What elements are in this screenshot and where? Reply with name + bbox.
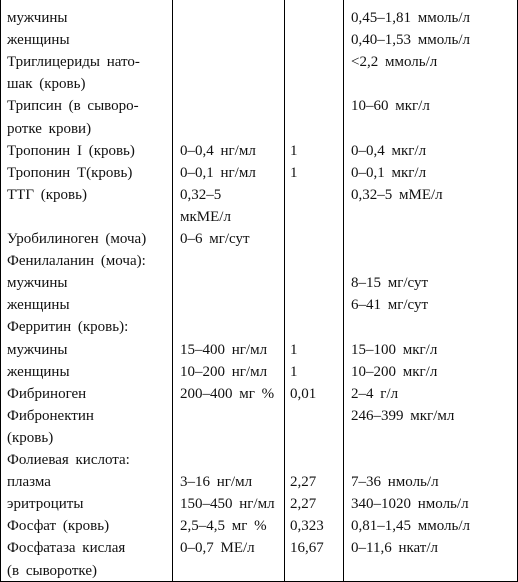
row-label: мужчины — [7, 10, 68, 26]
row-label: Тропонин I (кровь) — [7, 142, 135, 159]
si-value: 10–200 мкг/л — [351, 363, 438, 380]
si-value — [351, 560, 516, 582]
table-row — [1, 206, 518, 228]
conversion-factor — [290, 29, 340, 51]
conversion-factor: 0,323 — [290, 518, 324, 535]
si-value — [351, 228, 516, 250]
si-value — [351, 250, 516, 272]
conversion-factor: 1 — [290, 164, 298, 181]
row-label: Уробилиноген (моча) — [7, 231, 147, 247]
conversion-factor — [290, 449, 340, 471]
conventional-value: 200–400 мг % — [180, 385, 275, 402]
conversion-factor — [290, 184, 340, 206]
conventional-value — [180, 118, 280, 140]
si-value: <2,2 ммоль/л — [351, 54, 438, 71]
table-row — [1, 250, 518, 272]
table-row — [1, 184, 518, 206]
table-row — [1, 140, 518, 162]
row-label: ТТГ (кровь) — [7, 186, 87, 203]
table-row — [1, 515, 518, 537]
conversion-factor — [290, 73, 340, 95]
row-label: плазма — [7, 474, 51, 491]
conversion-factor: 1 — [290, 341, 298, 358]
table-row — [1, 316, 518, 338]
row-label: Триглицериды нато- — [7, 54, 140, 71]
conversion-factor: 2,27 — [290, 474, 317, 491]
table-row — [1, 95, 518, 117]
conversion-factor — [290, 316, 340, 338]
si-value — [351, 449, 516, 471]
si-value — [351, 73, 516, 95]
conversion-factor — [290, 7, 340, 29]
si-value: 0,81–1,45 ммоль/л — [351, 518, 471, 535]
table-row — [1, 427, 518, 449]
conversion-factor — [290, 250, 340, 272]
row-label: мужчины — [7, 341, 68, 358]
row-label: (в сыворотке) — [7, 562, 97, 579]
conversion-factor — [290, 118, 340, 140]
table-row — [1, 73, 518, 95]
conventional-value — [180, 95, 280, 117]
conversion-factor: 1 — [290, 363, 298, 380]
si-value: 246–399 мкг/мл — [351, 407, 455, 424]
table-row — [1, 7, 518, 29]
conventional-value — [180, 405, 280, 427]
row-label: Ферритин (кровь): — [7, 319, 129, 336]
conversion-factor — [290, 95, 340, 117]
conventional-value — [180, 449, 280, 471]
conventional-value: 2,5–4,5 мг % — [180, 518, 267, 535]
conversion-factor — [290, 51, 340, 73]
table-row — [1, 383, 518, 405]
table-row — [1, 51, 518, 73]
conversion-factor — [290, 427, 340, 449]
si-value: 0–11,6 нкат/л — [351, 540, 439, 557]
table-row — [1, 493, 518, 515]
conventional-value — [180, 316, 280, 338]
si-value: 0,45–1,81 ммоль/л — [351, 10, 471, 26]
conventional-value — [180, 272, 280, 294]
table-row — [1, 118, 518, 140]
si-value — [351, 118, 516, 140]
row-label: эритроциты — [7, 496, 84, 513]
conversion-factor — [290, 294, 340, 316]
si-value: 0,40–1,53 ммоль/л — [351, 32, 471, 49]
conversion-factor: 1 — [290, 142, 298, 159]
row-label: женщины — [7, 32, 70, 49]
table-row — [1, 449, 518, 471]
row-label: Фибронектин — [7, 407, 94, 424]
conventional-value — [180, 51, 280, 73]
si-value: 2–4 г/л — [351, 385, 399, 402]
conventional-value: 0–6 мг/сут — [180, 231, 250, 247]
table-row — [1, 471, 518, 493]
table-row — [1, 272, 518, 294]
conventional-value: 150–450 нг/мл — [180, 496, 275, 513]
conversion-factor — [290, 206, 340, 228]
conventional-value — [180, 250, 280, 272]
table-row — [1, 228, 518, 250]
si-value: 0,32–5 мМЕ/л — [351, 186, 443, 203]
si-value: 6–41 мг/сут — [351, 297, 429, 314]
table-row — [1, 294, 518, 316]
row-label: ротке крови) — [7, 120, 92, 137]
conventional-value: 0–0,1 нг/мл — [180, 164, 256, 181]
row-label — [7, 206, 167, 228]
conventional-value — [180, 294, 280, 316]
conventional-value: мкМЕ/л — [180, 208, 231, 225]
conventional-value — [180, 560, 280, 582]
row-label: Тропонин T(кровь) — [7, 164, 133, 181]
conventional-value: 10–200 нг/мл — [180, 363, 268, 380]
conversion-factor: 0,01 — [290, 385, 317, 402]
row-label: Фенилаланин (моча): — [7, 253, 146, 270]
si-value: 8–15 мг/сут — [351, 275, 429, 292]
conventional-value: 0–0,4 нг/мл — [180, 142, 256, 159]
conventional-value: 0–0,7 МЕ/л — [180, 540, 255, 557]
row-label: Фибриноген — [7, 385, 87, 402]
conversion-factor — [290, 560, 340, 582]
row-label: Фосфат (кровь) — [7, 518, 110, 535]
conventional-value — [180, 73, 280, 95]
si-value: 0–0,1 мкг/л — [351, 164, 427, 181]
row-label: женщины — [7, 363, 70, 380]
conventional-value: 3–16 нг/мл — [180, 474, 253, 491]
conversion-factor: 16,67 — [290, 540, 324, 557]
table-row — [1, 560, 518, 582]
row-label: Трипсин (в сыворо- — [7, 98, 139, 115]
si-value — [351, 427, 516, 449]
si-value: 340–1020 нмоль/л — [351, 496, 469, 513]
row-label: женщины — [7, 297, 70, 314]
row-label: Фолиевая кислота: — [7, 452, 130, 468]
si-value: 7–36 нмоль/л — [351, 474, 439, 491]
table-row — [1, 29, 518, 51]
conventional-value — [180, 29, 280, 51]
si-value — [351, 206, 516, 228]
conventional-value — [180, 427, 280, 449]
si-value: 0–0,4 мкг/л — [351, 142, 427, 159]
row-label: (кровь) — [7, 429, 54, 446]
row-label: Фосфатаза кислая — [7, 540, 126, 557]
si-value — [351, 316, 516, 338]
si-value: 15–100 мкг/л — [351, 341, 438, 358]
conventional-value: 0,32–5 — [180, 186, 222, 203]
row-label: шак (кровь) — [7, 76, 86, 93]
table-row — [1, 162, 518, 184]
table-row — [1, 339, 518, 361]
table-row — [1, 405, 518, 427]
conventional-value — [180, 7, 280, 29]
conversion-factor — [290, 272, 340, 294]
conventional-value: 15–400 нг/мл — [180, 341, 268, 358]
si-value: 10–60 мкг/л — [351, 98, 430, 115]
table-row — [1, 537, 518, 559]
conversion-factor — [290, 405, 340, 427]
row-label: мужчины — [7, 275, 68, 292]
conversion-factor: 2,27 — [290, 496, 317, 513]
table-row — [1, 361, 518, 383]
conversion-factor — [290, 228, 340, 250]
